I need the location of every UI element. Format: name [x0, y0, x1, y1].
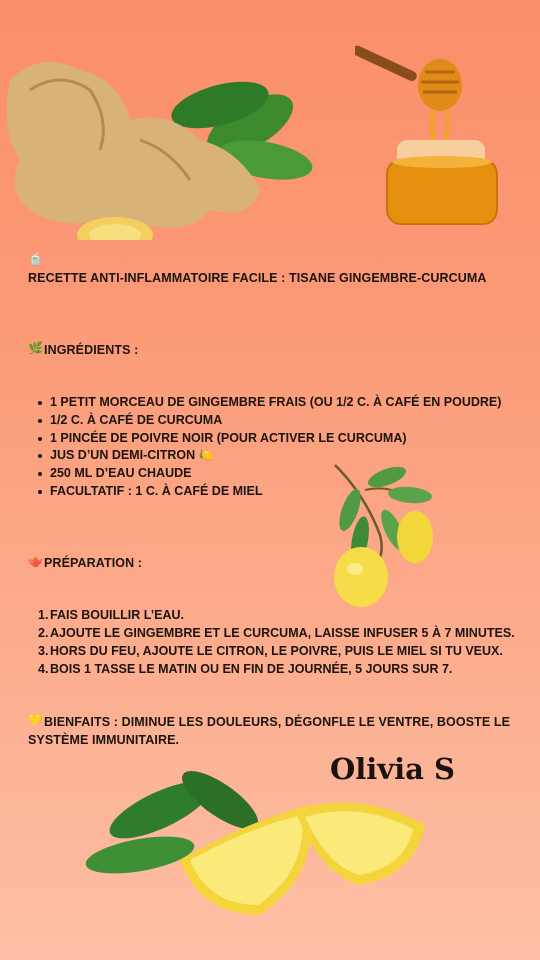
heart-icon: 💛	[28, 713, 43, 727]
list-item: 2. AJOUTE LE GINGEMBRE ET LE CURCUMA, LAISSE INFUSER 5 À 7 MINUTES.	[38, 626, 515, 640]
preparation-steps	[38, 606, 515, 678]
recipe-title: RECETTE ANTI-INFLAMMATOIRE FACILE : TISANE GINGEMBRE-CURCUMA	[28, 271, 487, 285]
list-item: 3. HORS DU FEU, AJOUTE LE CITRON, LE POIVRE, PUIS LE MIEL SI TU VEUX.	[38, 644, 503, 658]
preparation-heading: PRÉPARATION :	[44, 556, 143, 570]
herb-icon: 🌿	[28, 341, 43, 355]
list-item: 4. BOIS 1 TASSE LE MATIN OU EN FIN DE JOURNÉE, 5 JOURS SUR 7.	[38, 662, 453, 676]
list-item: JUS D’UN DEMI-CITRON 🍋	[50, 447, 501, 465]
honey-jar-image	[355, 30, 505, 230]
tea-bowl-icon: 🍵	[28, 252, 43, 266]
list-item: 1 PETIT MORCEAU DE GINGEMBRE FRAIS (OU 1/2 C. À CAFÉ EN POUDRE)	[50, 394, 501, 412]
ingredients-heading: INGRÉDIENTS :	[44, 343, 139, 357]
signature: Olivia S	[330, 752, 455, 786]
list-item: 250 ML D’EAU CHAUDE	[50, 465, 501, 483]
list-item: 1 PINCÉE DE POIVRE NOIR (POUR ACTIVER LE CURCUMA)	[50, 430, 501, 448]
benefits-line-2: SYSTÈME IMMUNITAIRE.	[28, 733, 180, 747]
list-item: 1/2 C. À CAFÉ DE CURCUMA	[50, 412, 501, 430]
benefits-line-1: BIENFAITS : DIMINUE LES DOULEURS, DÉGONFLE LE VENTRE, BOOSTE LE	[44, 715, 511, 729]
lemon-icon: 🍋	[198, 448, 214, 463]
ginger-image	[0, 50, 320, 240]
teapot-icon: 🫖	[28, 554, 43, 568]
lemon-slices-image	[80, 765, 440, 925]
lemon-branch-image	[325, 455, 440, 615]
list-item: FACULTATIF : 1 C. À CAFÉ DE MIEL	[50, 483, 501, 501]
list-item: 1. FAIS BOUILLIR L’EAU.	[38, 608, 185, 622]
